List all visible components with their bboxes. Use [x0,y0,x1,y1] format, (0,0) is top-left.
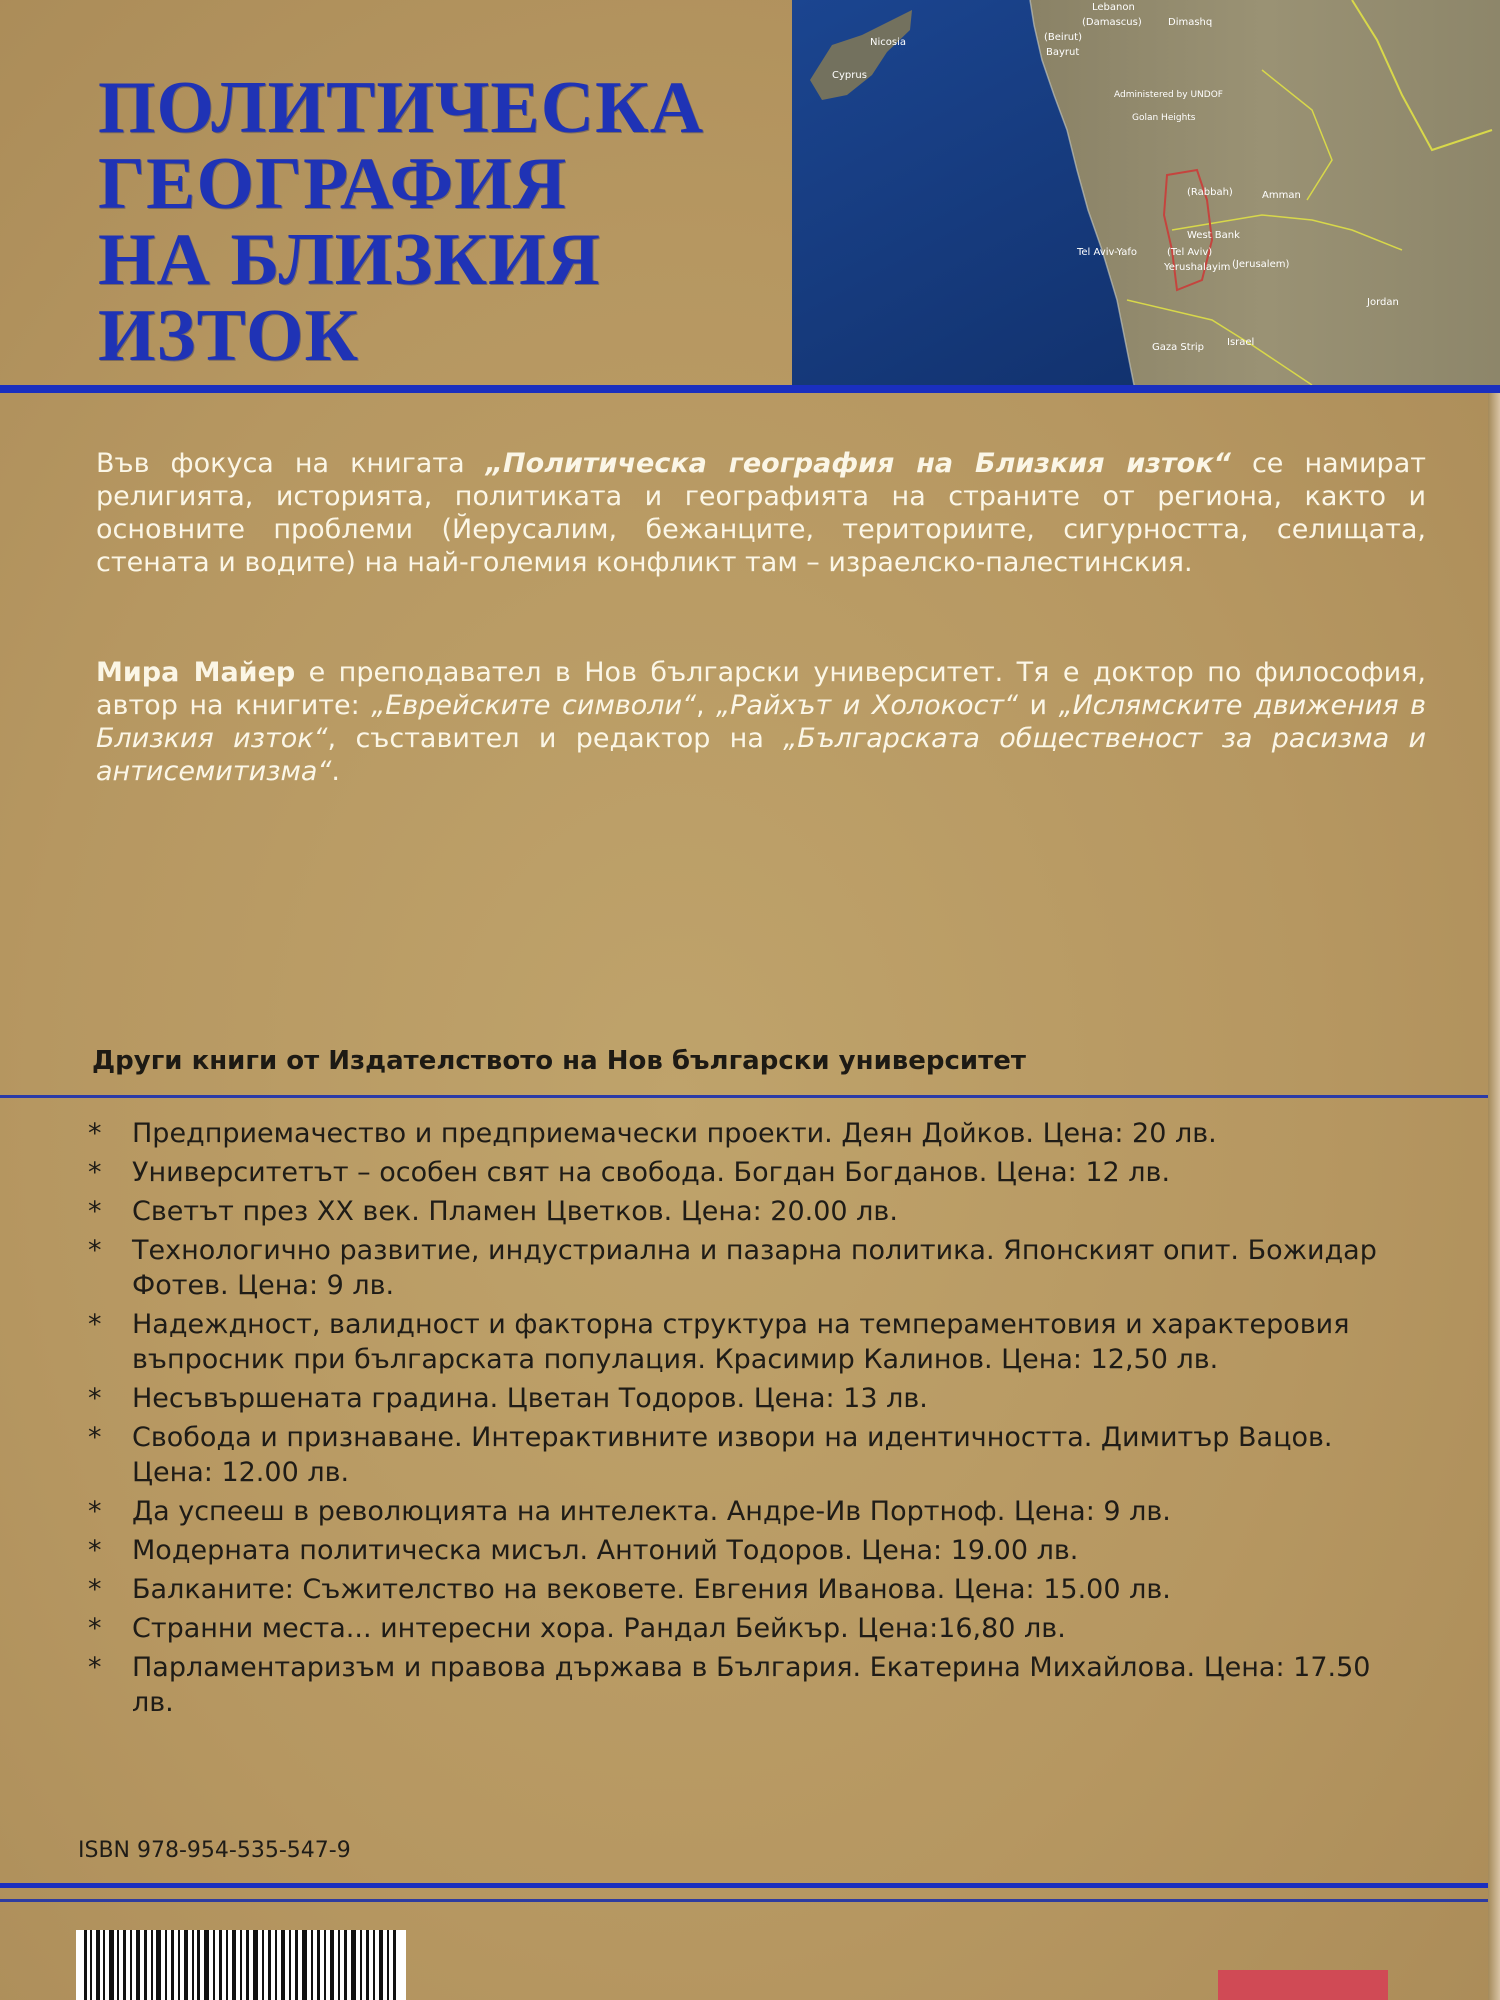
bullet-star: * [88,1235,102,1266]
divider-rule [0,1095,1500,1098]
author-name: Мира Майер [96,657,296,688]
page-edge [1488,393,1500,2000]
bullet-star: * [88,1422,102,1453]
book-title [98,67,705,377]
divider-rule [0,1883,1500,1888]
map-label: Bayrut [1046,47,1080,58]
map-label: Tel Aviv-Yafo [1077,247,1138,258]
divider-rule [0,1899,1500,1902]
list-item: * Свобода и признаване. Интерактивните извори на идентичността. Димитър Вацов. Цена: 12.00 лв. [88,1422,1333,1488]
bullet-star: * [88,1574,102,1605]
map-label: Nicosia [870,37,906,48]
list-item: * Несъвършената градина. Цветан Тодоров. Цена: 13 лв. [88,1383,928,1414]
map-label: Administered by UNDOF [1114,90,1223,100]
barcode [76,1930,406,2000]
title-line: ГЕОГРАФИЯ [98,143,568,225]
map-label: (Beirut) [1044,32,1082,43]
list-item: * Балканите: Съжителство на вековете. Евгения Иванова. Цена: 15.00 лв. [88,1574,1171,1605]
bullet-star: * [88,1496,102,1527]
list-item: * Да успееш в революцията на интелекта. Андре-Ив Портноф. Цена: 9 лв. [88,1496,1171,1527]
title-line: ИЗТОК [98,295,360,377]
list-item: * Модерната политическа мисъл. Антоний Тодоров. Цена: 19.00 лв. [88,1535,1079,1566]
other-books-list [88,1116,1388,1724]
bullet-star: * [88,1652,102,1683]
map-label: (Tel Aviv) [1167,247,1213,258]
author-bio: Мира Майер е преподавател в Нов български университет. Тя е доктор по философия, автор на книгите: „Еврейските символи“, „Райхът и Холокост“ и „Ислямските движения в Близкия изток“, съставител и редактор на „Българската общественост за расизма и антисемитизма“. [96,657,1426,787]
bullet-star: * [88,1309,102,1340]
list-item: * Университетът – особен свят на свобода. Богдан Богданов. Цена: 12 лв. [88,1157,1171,1188]
map-label: Dimashq [1168,17,1213,28]
list-item: * Парламентаризъм и правова държава в България. Екатерина Михайлова. Цена: 17.50 лв. [88,1652,1371,1718]
list-item: * Странни места... интересни хора. Рандал Бейкър. Цена:16,80 лв. [88,1613,1066,1644]
book-description: Във фокуса на книгата „Политическа география на Близкия изток“ се намират религията, историята, политиката и географията на страните от региона, както и основните проблеми (Йерусалим, бежанците, териториите, сигурността, селищата, стената и водите) на най-големия конфликт там – израелско-палестинския. [96,448,1426,578]
map-label: Jordan [1367,297,1399,308]
map-label: (Rabbah) [1187,187,1233,198]
bullet-star: * [88,1196,102,1227]
map-label: West Bank [1187,230,1240,241]
map-label: Cyprus [832,70,867,81]
header-band [0,0,1500,385]
bullet-star: * [88,1383,102,1414]
list-item: * Предприемачество и предприемачески проекти. Деян Дойков. Цена: 20 лв. [88,1118,1217,1149]
bullet-star: * [88,1613,102,1644]
isbn-number: ISBN 978-954-535-547-9 [78,1838,351,1863]
author-book: „Ислямските движения в Близкия изток“ [96,690,1426,754]
bullet-star: * [88,1157,102,1188]
bullet-star: * [88,1118,102,1149]
satellite-map [792,0,1500,385]
author-book: „Еврейските символи“ [371,690,697,721]
map-label: (Damascus) [1082,17,1142,28]
publisher-logo-tab [1218,1970,1388,2000]
map-label: Yerushalayim [1164,262,1231,273]
list-item: * Надеждност, валидност и факторна структура на темпераментовия и характеровия въпросник при българската популация. Красимир Калинов. Цена: 12,50 лв. [88,1309,1350,1375]
map-label: Golan Heights [1132,113,1196,123]
map-label: Israel [1227,337,1255,348]
map-label: Gaza Strip [1152,342,1204,353]
map-label: (Jerusalem) [1232,259,1290,270]
title-line: НА БЛИЗКИЯ [98,219,601,301]
map-label: Lebanon [1092,2,1135,13]
list-item: * Светът през XX век. Пламен Цветков. Цена: 20.00 лв. [88,1196,898,1227]
author-book: „Райхът и Холокост“ [716,690,1019,721]
divider-rule [0,385,1500,393]
title-line: ПОЛИТИЧЕСКА [98,67,705,149]
list-item: * Технологично развитие, индустриална и пазарна политика. Японският опит. Божидар Фотев. Цена: 9 лв. [88,1235,1377,1301]
other-books-heading: Други книги от Издателството на Нов български университет [92,1046,1026,1076]
author-book: „Българската общественост за расизма и антисемитизма“ [96,723,1426,787]
book-title-inline: „Политическа география на Близкия изток“ [485,448,1231,479]
map-label: Amman [1262,190,1301,201]
bullet-star: * [88,1535,102,1566]
